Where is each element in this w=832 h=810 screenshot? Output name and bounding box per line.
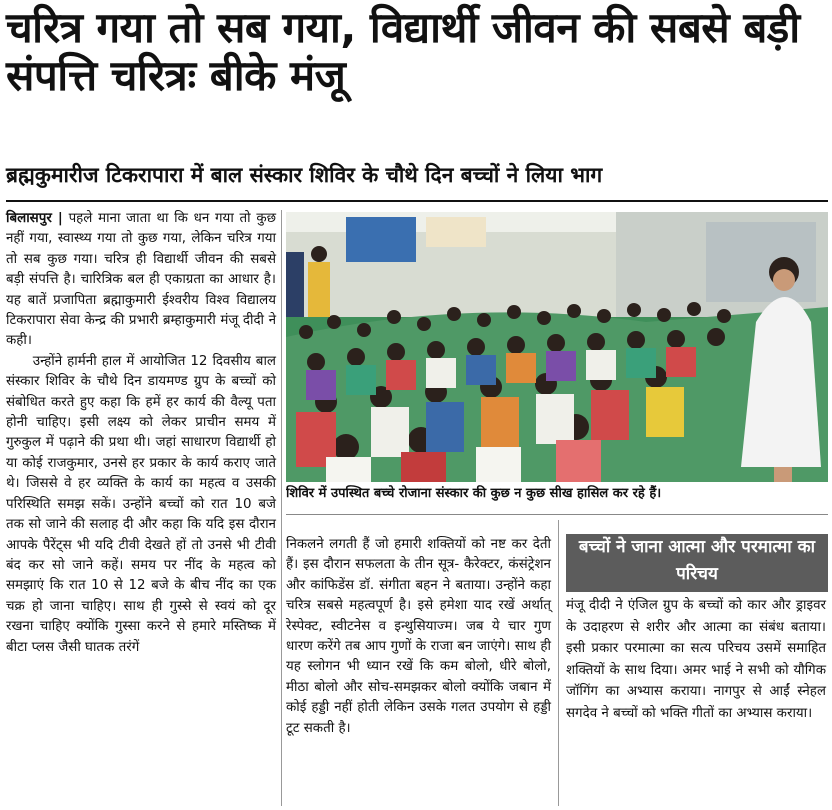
article-paragraph-3: निकलने लगती हैं जो हमारी शक्तियों को नष्ट कर देती हैं। इस दौरान सफलता के तीन सूत्र- कैरेक्टर, कंसंट्रेशन और कांफिडेंस डॉ. संगीता बहन ने बताया। उन्होंने कहा चरित्र सबसे महत्वपूर्ण है। इसे हमेशा याद रखें अर्थात् रेस्पेक्ट, स्वीटनेस व इन्थुसियाज्म। जब ये चार गुण धारण करेंगे तब आप गुणों के राजा बन जाएंगे। साथ ही यह स्लोगन भी ध्यान रखें कि कम बोलो, धीरे बोलो, मीठा बोलो और सोच-समझकर बोलो क्योंकि जबान में कोई हड्डी नहीं होती लेकिन उसके गलत उपयोग से हड्डी टूट सकती है। — [286, 537, 551, 736]
dateline: बिलासपुर | — [6, 211, 63, 226]
article-photo — [286, 212, 828, 482]
article-column-2 — [286, 535, 551, 739]
article-paragraph-2: उन्होंने हार्मनी हाल में आयोजित 12 दिवसीय बाल संस्कार शिविर के चौथे दिन डायमण्ड ग्रुप के बच्चों को संबोधित करते हुए कहा कि हमें हर कार्य की वैल्यू पता होनी चाहिए। इसी लक्ष्य को लेकर प्राचीन समय में गुरुकुल में पढ़ाने की प्रथा थी। जहां साधारण विद्यार्थी हो या कोई राजकुमार, उनसे हर प्रकार के कार्य कराए जाते थे। जिससे वे हर व्यक्ति के कार्य का महत्व व उसकी परिस्थिति समझ सकें। उन्होंने बच्चों को रात 10 बजे तक सो जाने की सलाह दी और कहा कि यदि इस दौरान आपके पैरेंट्स भी यदि टीवी देखते हों तो उनसे भी टीवी बंद कर सो जाने कहें। समय पर नींद के महत्व को समझाएं कि रात 10 से 12 बजे के बीच नींद का एक चक्र हो जाना चाहिए। साथ ही गुस्से से स्वयं को दूर रखना चाहिए क्योंकि गुस्सा करने से हमारे मस्तिष्क में बीटा प्लस जैसी घातक तरंगें — [6, 353, 276, 655]
paragraph-1-text: पहले माना जाता था कि धन गया तो कुछ नहीं गया, स्वास्थ्य गया तो कुछ गया, लेकिन चरित्र गया तो सब कुछ गया। चरित्र ही विद्यार्थी जीवन की सबसे बड़ी संपत्ति है। चारित्रिक बल ही एकाग्रता का आधार है। यह बातें प्रजापिता ब्रह्माकुमारी ईश्वरीय विश्व विद्यालय टिकरापारा सेवा केन्द्र की प्रभारी ब्रम्हाकुमारी मंजू दीदी ने कही। — [6, 211, 277, 349]
column-divider-1 — [281, 210, 282, 806]
column-divider-2 — [558, 520, 559, 806]
sidebar-box-heading: बच्चों ने जाना आत्मा और परमात्मा का परिचय — [566, 534, 828, 592]
sidebar-box-paragraph: मंजू दीदी ने एंजिल ग्रुप के बच्चों को कार और ड्राइवर के उदाहरण से शरीर और आत्मा का संबंध बताया। इसी प्रकार परमात्मा का सत्य परिचय उसमें समाहित शक्तियों के साथ दिया। अमर भाई ने सभी को यौगिक जॉगिंग का अभ्यास कराया। नागपुर से आईं स्नेहल सगदेव ने बच्चों को भक्ति गीतों का अभ्यास कराया। — [566, 598, 826, 721]
photo-caption: शिविर में उपस्थित बच्चे रोजाना संस्कार की कुछ न कुछ सीख हासिल कर रहे हैं। — [286, 486, 662, 501]
headline: चरित्र गया तो सब गया, विद्यार्थी जीवन की सबसे बड़ी संपत्ति चरित्रः बीके मंजू — [6, 3, 800, 100]
caption-divider — [286, 514, 828, 515]
article-paragraph-1 — [6, 209, 276, 352]
subheadline: ब्रह्मकुमारीज टिकरापारा में बाल संस्कार शिविर के चौथे दिन बच्चों ने लिया भाग — [6, 163, 603, 187]
children-gathering-photo — [286, 212, 828, 482]
header-divider — [6, 200, 828, 202]
article-column-1 — [6, 209, 276, 658]
sidebar-box-body — [566, 595, 826, 724]
